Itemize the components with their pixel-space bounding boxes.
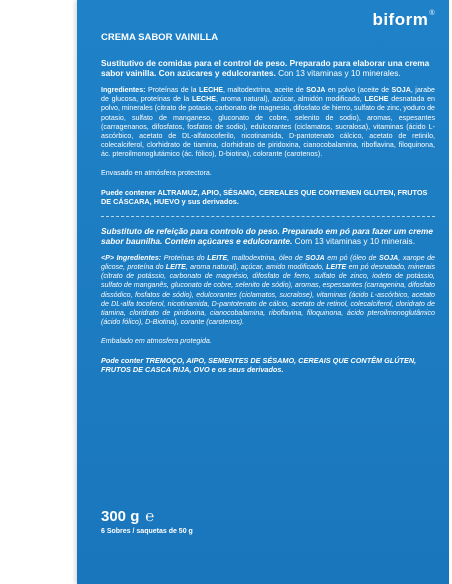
pt-ingredients-label: <P> Ingredientes:	[101, 253, 162, 262]
es-headline-bold: Sustitutivo de comidas para el control de peso. Preparado para elaborar una crema sabor vainilla. Con azúcares y edulcorantes.	[101, 58, 430, 78]
section-divider	[101, 216, 435, 217]
ingredient-text: , jarabe de glucosa, proteínas de la	[101, 85, 435, 104]
allergen-term: SOJA	[391, 85, 411, 94]
product-title: CREMA SABOR VAINILLA	[101, 32, 219, 43]
allergen-term: SOJA	[305, 253, 325, 262]
pt-headline-bold: Substituto de refeição para controlo do peso. Preparado em pó para fazer um creme sabor baunilha. Contém açúcares e edulcorante.	[101, 225, 433, 246]
allergen-term: LECHE	[364, 95, 389, 104]
allergen-term: LECHE	[191, 95, 216, 104]
net-weight	[101, 508, 154, 525]
pt-packaged-note: Embalado em atmosfera protegida.	[101, 336, 212, 345]
ingredient-text: em pó (óleo de	[324, 253, 379, 262]
es-ingredients	[101, 86, 435, 160]
allergen-term: SOJA	[378, 253, 399, 262]
label-content	[101, 32, 435, 384]
pt-headline-plain: Com 13 vitaminas y 10 minerais.	[292, 235, 416, 246]
ingredient-text: , maltodextrina, aceite de	[223, 85, 307, 94]
ingredient-text: , xarope de glicose, proteína do	[101, 253, 435, 271]
es-allergen-warning: Puede contener ALTRAMUZ, APIO, SÉSAMO, CEREALES QUE CONTIENEN GLUTEN, FRUTOS DE CÁSCARA, HUEVO y sus derivados.	[101, 187, 428, 206]
sachet-count: 6 Sobres / saquetas de 50 g	[101, 528, 193, 535]
es-packaged-note: Envasado en atmósfera protectora.	[101, 168, 212, 177]
ingredient-text: Proteínas do	[161, 253, 208, 262]
ingredient-text: Proteínas de la	[145, 85, 199, 94]
allergen-term: LEITE	[207, 253, 228, 262]
es-headline-plain: Con 13 vitaminas y 10 minerales.	[275, 67, 401, 78]
ingredient-text: en polvo (aceite de	[325, 85, 392, 94]
pt-ingredients	[101, 254, 435, 328]
allergen-term: LECHE	[199, 85, 224, 94]
es-ingredients-label: Ingredientes:	[101, 85, 146, 94]
brand-logo	[372, 10, 435, 30]
estimated-sign-icon: ℮	[145, 508, 155, 525]
brand-name: biform	[372, 10, 429, 29]
label-panel	[77, 0, 449, 584]
allergen-term: SOJA	[306, 85, 326, 94]
ingredient-text: em pó desnatado, minerais (citrato de potássio, carbonato de magnésio, difosfato de ferro, sulfato de zinco, iodeto de potássio, sulfato de manganês, gluconato de cobre, selenito de sódio), aromas, espessantes (carragenina, difosfato dissódico, fosfatos de sódio), edulcorantes (ciclamatos, sucralose), vitaminas (ácido L-ascórbico, acetato de DL-alfa tocoferol, nicotinamida, D-pantotenato de cálcio, acetato de retinol, colecalciferol, cloridrato de tiamina, cloridrato de piridoxina, cianocobalamina, riboflavina, filoquinona, ácido pteroilmonoglutâmico (ácido fólico), D-Biotina), corante (carotenos).	[101, 263, 435, 327]
pt-ingredients-text	[101, 254, 435, 327]
pt-headline	[101, 227, 435, 247]
ingredient-text: , aroma natural), açúcar, amido modificado,	[185, 263, 327, 271]
ingredient-text: desnatada en polvo, minerales (citrato de potasio, carbonato de magnesio, difosfato de hierro, sulfato de zinc, yoduro de potasio, sulfato de manganeso, gluconato de cobre, selenito de sodio), aromas, espesantes (carragenanos, difosfatos, fosfatos de sodio), edulcorantes (ciclamatos, sucralosa), vitaminas (ácido L-ascórbico, acetato de DL-alfatocoferilo, nicotinamida, D-pantotenato cálcico, acetato de retinilo, colecalciferol, clorhidrato de tiamina, clorhidrato de piridoxina, cianocobalamina, riboflavina, filoquinona, ác. pteroilmonoglutámico (ác. fólico), D-biotina), colorante (carotenos).	[101, 95, 435, 159]
es-ingredients-text	[101, 86, 435, 159]
allergen-term: LEITE	[326, 263, 347, 271]
es-headline	[101, 59, 435, 79]
pt-allergen-warning: Pode conter TREMOÇO, AIPO, SEMENTES DE SÉSAMO, CEREAIS QUE CONTÊM GLÚTEN, FRUTOS DE CASCA RIJA, OVO e os seus derivados.	[101, 355, 417, 374]
registered-mark: ®	[429, 10, 435, 17]
ingredient-text: , aroma natural), azúcar, almidón modificado,	[216, 95, 365, 104]
allergen-term: LEITE	[165, 263, 186, 271]
ingredient-text: , maltodextrina, óleo de	[227, 253, 306, 262]
net-weight-value: 300 g	[101, 508, 140, 525]
